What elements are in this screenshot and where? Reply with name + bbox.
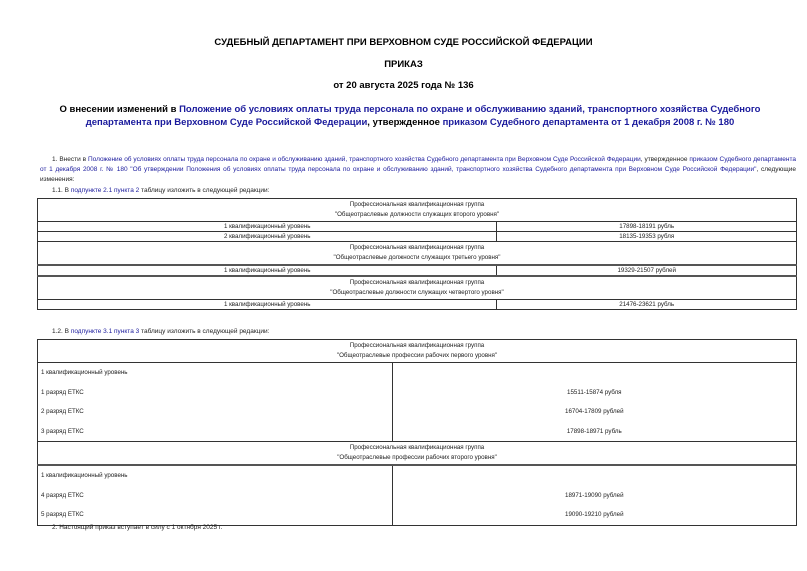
p11-suffix: таблицу изложить в следующей редакции: (139, 187, 270, 194)
paragraph-2: 2. Настоящий приказ вступает в силу с 1 октября 2025 г. (52, 524, 223, 531)
p12-suffix: таблицу изложить в следующей редакции: (139, 328, 270, 335)
salary-value: 17898-18971 рубль (566, 427, 622, 435)
table-row (38, 222, 797, 232)
p1-mid: , утвержденное (640, 156, 690, 163)
group-label: Профессиональная квалификационная группа (349, 342, 485, 349)
level-cell: 1 квалификационный уровень (38, 265, 497, 276)
group-name: "Общеотраслевые должности служащих третьего уровня" (333, 254, 501, 261)
group-header-row (38, 442, 797, 466)
grade-label: 4 разряд ЕТКС (41, 491, 84, 499)
title-link-regulation[interactable]: Положение об условиях оплаты труда персонала по охране и обслуживанию зданий, транспортного хозяйства Судебного департамента при Верховном Суде Российской Федерации (85, 104, 761, 128)
level-label: 1 квалификационный уровень (41, 369, 128, 376)
group-header (38, 199, 797, 222)
p11-prefix: 1.1. В (52, 187, 71, 194)
p11-link[interactable]: подпункте 2.1 пункта 2 (70, 187, 140, 194)
document-type: ПРИКАЗ (384, 59, 423, 70)
group-label: Профессиональная квалификационная группа (349, 279, 485, 286)
group-header (38, 340, 797, 363)
table-row (38, 265, 797, 276)
salary-cell: 17898-18191 рубль (497, 222, 797, 232)
group-label: Профессиональная квалификационная группа (349, 444, 485, 451)
group-name: "Общеотраслевые должности служащих второго уровня" (334, 211, 500, 218)
table-row (38, 232, 797, 242)
grade-cell (38, 363, 393, 442)
group-header-row (38, 199, 797, 222)
paragraph-1-1 (52, 186, 269, 196)
p12-prefix: 1.2. В (52, 328, 71, 335)
group-name: "Общеотраслевые профессии рабочих второго уровня" (337, 454, 497, 461)
title-link-order[interactable]: приказом Судебного департамента от 1 декабря 2008 г. № 180 (442, 117, 735, 128)
group-label: Профессиональная квалификационная группа (349, 201, 485, 208)
salary-value: 18971-19090 рублей (565, 491, 624, 499)
level-cell: 2 квалификационный уровень (38, 232, 497, 242)
level-label: 1 квалификационный уровень (41, 472, 128, 479)
title-mid: , утвержденное (367, 117, 443, 128)
group-header-row (38, 276, 797, 300)
salary-value: 16704-17809 рублей (565, 408, 624, 415)
salary-cell: 19329-21507 рублей (497, 265, 797, 276)
group-header (38, 442, 797, 466)
organization-heading: СУДЕБНЫЙ ДЕПАРТАМЕНТ ПРИ ВЕРХОВНОМ СУДЕ РОССИЙСКОЙ ФЕДЕРАЦИИ (214, 37, 593, 48)
p12-link[interactable]: подпункте 3.1 пункта 3 (70, 328, 140, 335)
document-title (30, 103, 790, 129)
group-header-row (38, 242, 797, 266)
salary-cell: 21476-23621 рубль (497, 300, 797, 310)
salary-table-employees (37, 198, 797, 310)
group-header-row (38, 340, 797, 363)
paragraph-1 (40, 155, 796, 185)
paragraph-1-2 (52, 327, 269, 337)
level-cell: 1 квалификационный уровень (38, 222, 497, 232)
group-label: Профессиональная квалификационная группа (349, 244, 485, 251)
salary-cell: 18135-19353 рубля (497, 232, 797, 242)
group-header (38, 276, 797, 300)
salary-table-workers (37, 339, 797, 526)
salary-value: 19090-19210 рублей (565, 511, 624, 518)
grade-label: 1 разряд ЕТКС (41, 388, 84, 396)
table-row (38, 300, 797, 310)
salary-cell (392, 465, 796, 525)
p1-suffix: , следующие изменения: (40, 166, 796, 183)
spacer (396, 466, 793, 486)
grade-cell (38, 465, 393, 525)
salary-cell (392, 363, 796, 442)
spacer (396, 363, 793, 383)
group-header (38, 242, 797, 266)
level-cell: 1 квалификационный уровень (38, 300, 497, 310)
grade-label: 2 разряд ЕТКС (41, 408, 84, 415)
table-row (38, 363, 797, 442)
document-date-number: от 20 августа 2025 года № 136 (333, 80, 474, 91)
grade-label: 3 разряд ЕТКС (41, 427, 84, 435)
p1-link-order[interactable]: приказом Судебного департамента от 1 декабря 2008 г. № 180 "Об утверждении Положения об условиях оплаты труда персонала по охране и обслуживанию зданий, транспортного хозяйства Судебного департамента при Верховном Суде Российской Федерации" (40, 156, 796, 173)
p1-prefix: 1. Внести в (52, 156, 88, 163)
salary-value: 15511-15874 рубля (567, 388, 622, 396)
group-name: "Общеотраслевые должности служащих четвертого уровня" (330, 289, 504, 296)
title-prefix: О внесении изменений в (59, 104, 180, 115)
p1-link-regulation[interactable]: Положение об условиях оплаты труда персонала по охране и обслуживанию зданий, транспортного хозяйства Судебного департамента при Верховном Суде Российской Федерации (87, 156, 641, 163)
table-row (38, 465, 797, 525)
grade-label: 5 разряд ЕТКС (41, 511, 84, 518)
group-name: "Общеотраслевые профессии рабочих первого уровня" (336, 352, 498, 359)
